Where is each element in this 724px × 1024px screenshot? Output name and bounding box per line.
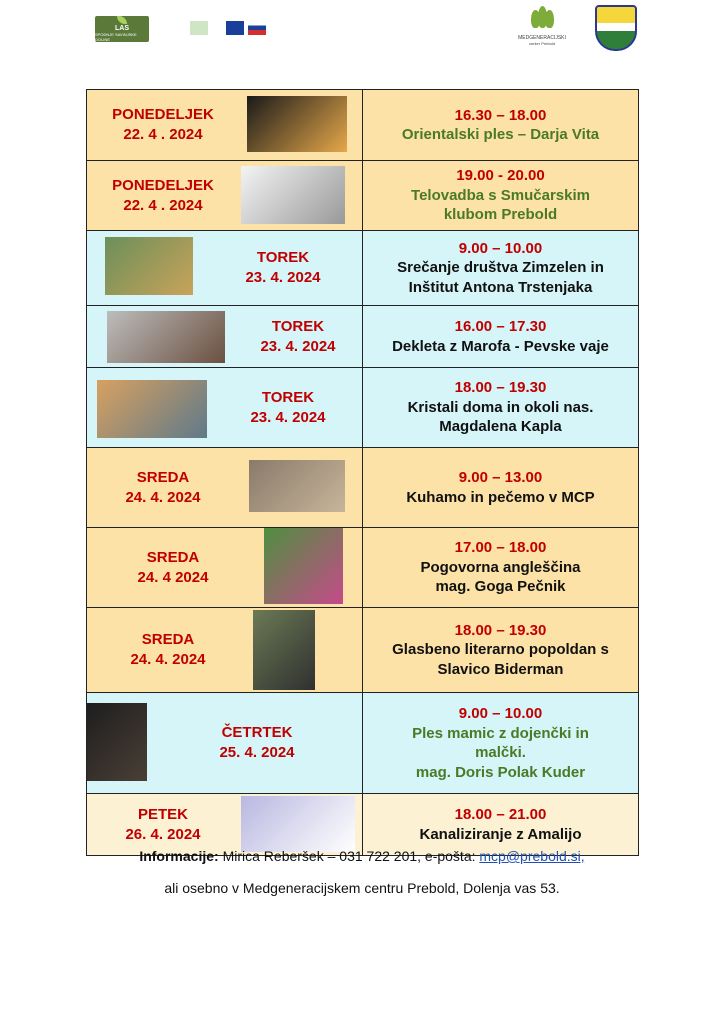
schedule-day-cell xyxy=(87,306,363,368)
group-meeting-photo xyxy=(105,237,193,295)
day-label xyxy=(93,630,243,670)
schedule-event-cell xyxy=(363,90,639,161)
schedule-table xyxy=(86,89,639,856)
day-name: ČETRTEK xyxy=(221,724,293,741)
music-performer-photo xyxy=(253,610,315,690)
day-name: PETEK xyxy=(137,805,188,823)
schedule-event-cell xyxy=(363,368,639,448)
event-title: Pogovorna angleščina xyxy=(420,558,581,576)
event-time: 18.00 – 19.30 xyxy=(454,621,547,639)
schedule-row xyxy=(87,368,639,448)
day-label xyxy=(93,105,233,145)
day-label xyxy=(93,805,233,845)
singers-photo xyxy=(107,311,225,363)
schedule-row xyxy=(87,161,639,231)
medgeneracijski-centre-logo xyxy=(517,6,567,48)
day-name: PONEDELJEK xyxy=(112,106,214,123)
day-date: 26. 4. 2024 xyxy=(125,825,201,843)
schedule-day-cell xyxy=(87,448,363,528)
prebold-coat-of-arms xyxy=(595,5,637,51)
day-date: 23. 4. 2024 xyxy=(260,337,336,355)
day-label xyxy=(93,548,253,588)
event-title: Ples mamic z dojenčki in xyxy=(412,724,589,742)
info-label: Informacije: xyxy=(139,848,219,864)
mcp-logo-name: MEDGENERACIJSKI xyxy=(518,35,566,41)
info-contact: Mirica Reberšek – 031 722 201, e-pošta: xyxy=(218,848,480,864)
day-date: 23. 4. 2024 xyxy=(250,408,326,426)
event-title: Dekleta z Marofa - Pevske vaje xyxy=(392,337,609,355)
day-name: SREDA xyxy=(146,548,200,566)
schedule-row xyxy=(87,693,639,794)
event-title: malčki. xyxy=(475,744,526,761)
event-time: 16.30 – 18.00 xyxy=(454,106,547,124)
event-title: Telovadba s Smučarskim xyxy=(411,186,590,204)
schedule-event-cell xyxy=(363,528,639,608)
schedule-event-cell xyxy=(363,306,639,368)
event-title: klubom Prebold xyxy=(443,206,558,224)
event-title: Kuhamo in pečemo v MCP xyxy=(406,488,595,506)
las-logo xyxy=(95,16,149,42)
mcp-logo-sub: center Prebold xyxy=(528,41,555,46)
event-title: Slavico Biderman xyxy=(437,660,564,678)
event-title: Srečanje društva Zimzelen in xyxy=(397,259,604,277)
schedule-row xyxy=(87,794,639,856)
exercise-cartoon-photo xyxy=(241,166,345,224)
schedule-event-cell xyxy=(363,448,639,528)
event-title: Orientalski ples – Darja Vita xyxy=(401,126,600,143)
day-date: 23. 4. 2024 xyxy=(245,269,321,286)
schedule-day-cell xyxy=(87,528,363,608)
leaf-icon xyxy=(117,16,127,24)
event-title: Kanaliziranje z Amalijo xyxy=(419,825,582,843)
day-label xyxy=(177,723,337,763)
schedule-event-cell xyxy=(363,794,639,856)
schedule-row xyxy=(87,306,639,368)
eu-funding-logos xyxy=(190,18,282,38)
schedule-event-cell xyxy=(363,608,639,693)
day-name: TOREK xyxy=(271,317,325,335)
schedule-day-cell xyxy=(87,231,363,306)
schedule-day-cell xyxy=(87,693,363,794)
event-time: 19.00 - 20.00 xyxy=(456,167,545,185)
schedule-day-cell xyxy=(87,161,363,231)
event-title: Magdalena Kapla xyxy=(439,418,562,436)
contact-address: ali osebno v Medgeneracijskem centru Prebold, Dolenja vas 53. xyxy=(164,880,560,896)
day-name: TOREK xyxy=(256,249,310,266)
event-time: 16.00 – 17.30 xyxy=(454,318,547,335)
event-time: 9.00 – 13.00 xyxy=(458,469,543,486)
las-logo-title: LAS xyxy=(115,25,129,32)
schedule-event-cell xyxy=(363,161,639,231)
slovenia-flag-icon xyxy=(248,21,266,35)
event-time: 18.00 – 21.00 xyxy=(454,806,547,823)
event-title: mag. Doris Polak Kuder xyxy=(415,763,586,781)
day-date: 24. 4. 2024 xyxy=(125,488,201,506)
cooking-photo xyxy=(249,460,345,512)
event-time: 9.00 – 10.00 xyxy=(458,239,543,257)
event-title: Kristali doma in okoli nas. xyxy=(407,398,594,416)
schedule-day-cell xyxy=(87,368,363,448)
schedule-row xyxy=(87,448,639,528)
crystals-poster-photo xyxy=(97,380,207,438)
day-name: TOREK xyxy=(261,388,315,406)
schedule-day-cell xyxy=(87,794,363,856)
day-label xyxy=(237,317,359,357)
schedule-day-cell xyxy=(87,608,363,693)
schedule-event-cell xyxy=(363,693,639,794)
schedule-row xyxy=(87,231,639,306)
event-time: 17.00 – 18.00 xyxy=(454,539,547,557)
portrait-photo xyxy=(264,528,343,604)
day-date: 22. 4 . 2024 xyxy=(123,196,203,214)
event-title: Glasbeno literarno popoldan s xyxy=(392,641,609,659)
heart-flower-photo xyxy=(241,796,355,852)
schedule-event-cell xyxy=(363,231,639,306)
schedule-row xyxy=(87,528,639,608)
schedule-day-cell xyxy=(87,90,363,161)
schedule-row xyxy=(87,608,639,693)
day-date: 24. 4 2024 xyxy=(137,568,209,586)
event-title: mag. Goga Pečnik xyxy=(435,578,566,596)
eu-flag-icon xyxy=(226,21,244,35)
day-label xyxy=(217,388,359,428)
event-title: Inštitut Antona Trstenjaka xyxy=(408,278,593,296)
rural-development-icon xyxy=(190,21,208,35)
day-name: SREDA xyxy=(136,468,190,486)
day-label xyxy=(93,176,233,216)
email-link[interactable]: mcp@prebold.si, xyxy=(479,848,585,864)
dance-stage-photo xyxy=(247,96,347,152)
day-label xyxy=(93,468,233,508)
day-date: 22. 4 . 2024 xyxy=(123,126,203,143)
day-date: 25. 4. 2024 xyxy=(219,744,295,761)
mother-baby-photo xyxy=(87,703,147,781)
schedule-row xyxy=(87,90,639,161)
day-label xyxy=(207,248,359,288)
las-logo-subtitle: SPODNJE SAVINJSKE DOLINE xyxy=(95,32,137,42)
event-time: 9.00 – 10.00 xyxy=(458,705,543,722)
day-date: 24. 4. 2024 xyxy=(130,651,206,668)
day-name: SREDA xyxy=(141,631,195,648)
contact-info xyxy=(0,848,724,864)
day-name: PONEDELJEK xyxy=(112,176,214,194)
event-time: 18.00 – 19.30 xyxy=(454,379,547,397)
